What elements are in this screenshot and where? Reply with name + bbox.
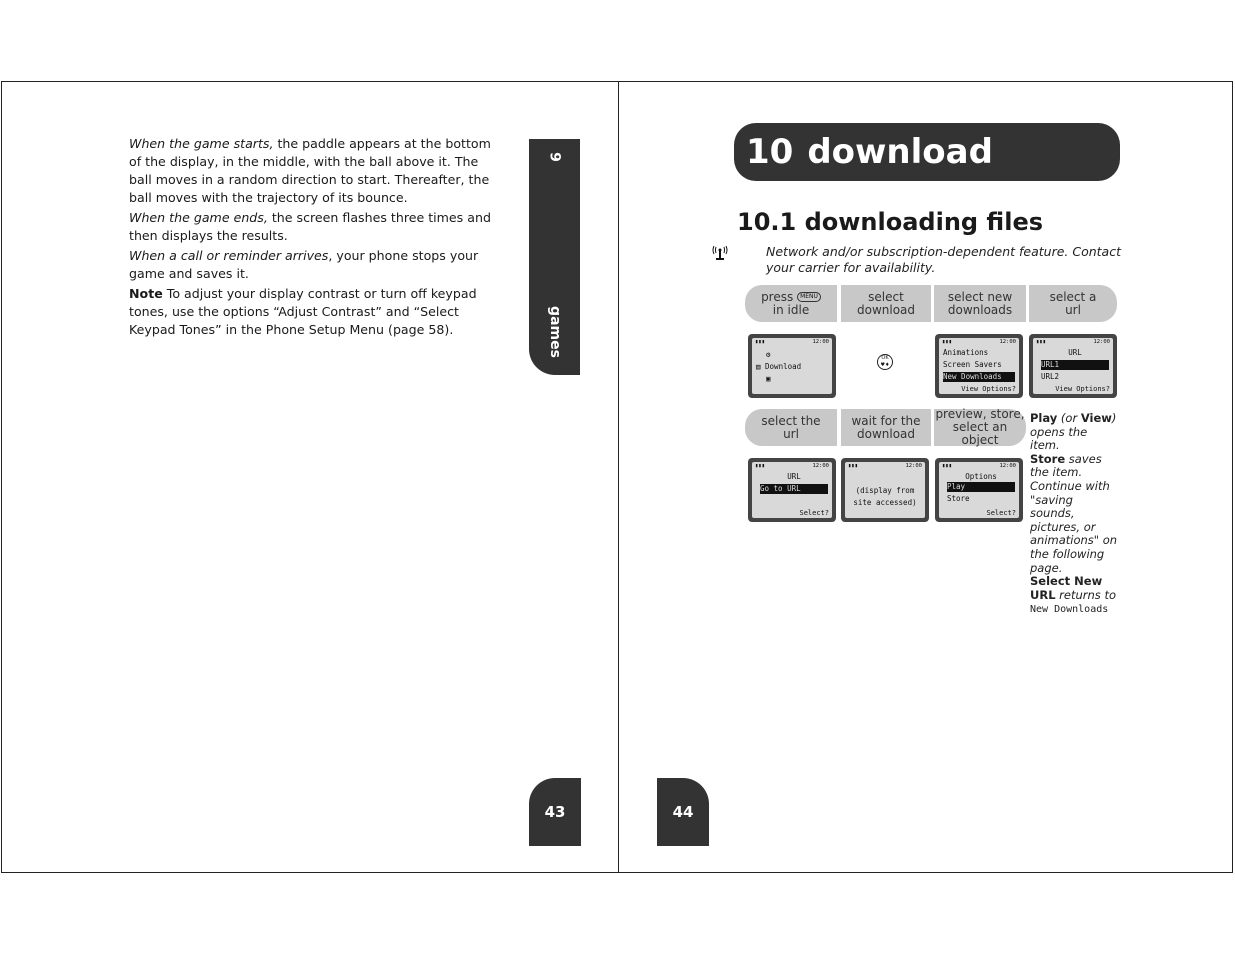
- display-text-line1: (display from: [855, 486, 915, 495]
- step-preview-store: preview, store, select an object: [935, 407, 1025, 447]
- ok-key-icon: OK ♥♦: [877, 354, 893, 370]
- softkey-label: View Options?: [1055, 385, 1110, 393]
- url-item-selected: URL1: [1041, 360, 1109, 370]
- network-feature-icon: [710, 242, 730, 262]
- softkey-label: Select?: [986, 509, 1016, 517]
- page-number-right: 44: [657, 778, 709, 846]
- page-spread: [1, 81, 1233, 873]
- chapter-header: [734, 123, 1120, 181]
- step-select-download: select download: [841, 285, 931, 322]
- step-press-menu: press MENU in idle: [745, 285, 837, 322]
- step-select-the-url: select the url: [745, 409, 837, 446]
- menu-item: Animations: [943, 348, 989, 357]
- screen-header: URL: [1068, 348, 1082, 357]
- menu-icon-bottom: ▣: [766, 374, 771, 383]
- section-title: 10.1 downloading files: [737, 208, 1044, 236]
- softkey-label: View Options?: [961, 385, 1016, 393]
- note-paragraph: Note To adjust your display contrast or turn off keypad tones, use the options “Adjust Contrast” and “Select Keypad Tones” in the Phone Setup Menu (page 58).: [129, 286, 477, 337]
- tab-title: games: [547, 306, 563, 358]
- chapter-number: 10: [746, 132, 794, 172]
- page-number-left: 43: [529, 778, 581, 846]
- chapter-title: download: [807, 132, 993, 172]
- softkey-label: Select?: [799, 509, 829, 517]
- phone-screen-site-display: ▮▮▮ 12:00 (display from site accessed): [841, 458, 929, 522]
- menu-icon-top: ⚙: [766, 350, 771, 359]
- paragraph-game-ends: When the game ends, the screen flashes three times and then displays the results.: [129, 210, 491, 243]
- network-note: Network and/or subscription-dependent feature. Contact your carrier for availability.: [766, 244, 1121, 275]
- phone-screen-go-to-url: ▮▮▮ 12:00 URL Go to URL Select?: [748, 458, 836, 522]
- display-text-line2: site accessed): [853, 498, 917, 507]
- phone-screen-idle-menu: ▮▮▮ 12:00 ⚙ ▤ Download ▣: [748, 334, 836, 398]
- url-item: URL2: [1041, 372, 1060, 381]
- step-select-new-downloads: select new downloads: [934, 285, 1026, 322]
- option-item: Store: [947, 494, 970, 503]
- step-wait-download: wait for the download: [841, 409, 931, 446]
- menu-item-selected: New Downloads: [943, 372, 1015, 382]
- paragraph-game-starts: When the game starts, the paddle appears at the bottom of the display, in the middle, with the ball above it. The ball moves in a random direction to start. Thereafter, the ball moves with the trajectory of its bounce.: [129, 136, 491, 205]
- go-to-url-item: Go to URL: [760, 484, 828, 494]
- menu-item: Screen Savers: [943, 360, 1002, 369]
- tab-number: 9: [546, 152, 563, 162]
- screen-header: URL: [787, 472, 801, 481]
- step-select-url: select a url: [1029, 285, 1117, 322]
- menu-key-icon: MENU: [797, 292, 821, 302]
- download-item: ▤ Download: [756, 362, 802, 371]
- phone-screen-url-list: ▮▮▮ 12:00 URL URL1 URL2 View Options?: [1029, 334, 1117, 398]
- phone-screen-options: ▮▮▮ 12:00 Options Play Store Select?: [935, 458, 1023, 522]
- left-page-body: [129, 135, 504, 341]
- chapter-tab: [529, 139, 580, 375]
- page-divider: [618, 82, 619, 872]
- signal-icon: ▮▮▮: [755, 339, 765, 345]
- screen-header: Options: [965, 472, 997, 481]
- side-note: Play (or View) opens the item. Store saves the item. Continue with "saving sounds, pictures, or animations" on the following page. Select New URL returns to New Downloads: [1030, 411, 1118, 616]
- option-item-selected: Play: [947, 482, 1015, 492]
- paragraph-call-arrives: When a call or reminder arrives, your phone stops your game and saves it.: [129, 248, 479, 281]
- phone-screen-download-menu: ▮▮▮ 12:00 Animations Screen Savers New Downloads View Options?: [935, 334, 1023, 398]
